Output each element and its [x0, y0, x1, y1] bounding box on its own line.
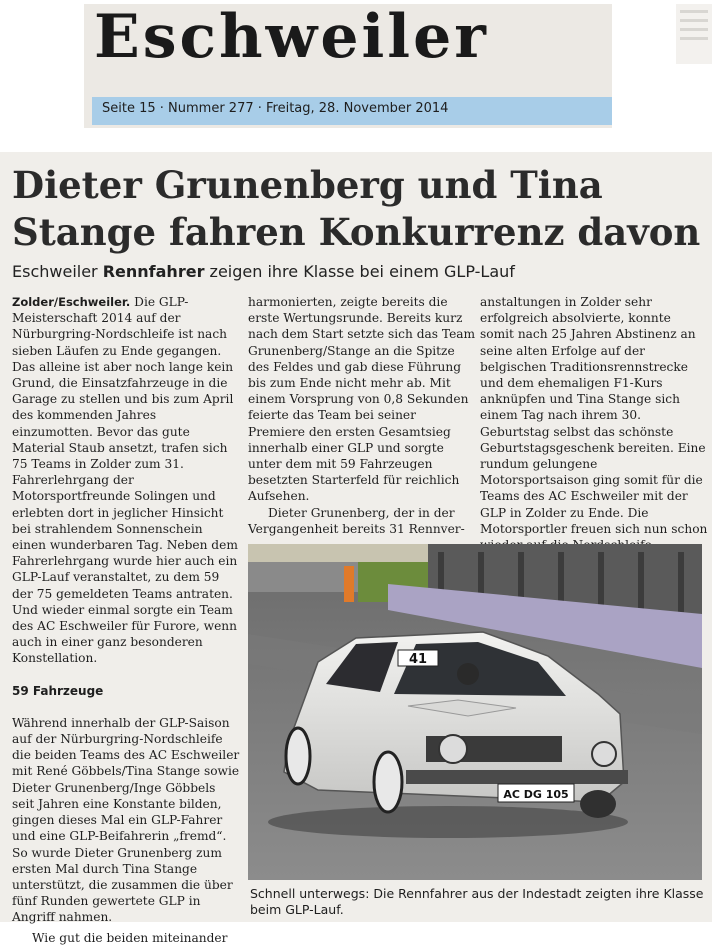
column-2 — [248, 294, 476, 537]
column-3 — [480, 294, 708, 553]
issue-line: Seite 15 · Nummer 277 · Freitag, 28. November 2014 — [102, 101, 449, 116]
paragraph: Dieter Grunenberg, der in der Vergangenheit bereits 31 Rennver- — [248, 505, 465, 536]
paragraph: harmonierten, zeigte bereits die erste Wertungsrunde. Bereits kurz nach dem Start setzte sich das Team Grunenberg/Stange an die Spitze des Feldes und gab diese Führung bis zum Ende nicht mehr ab. Mit einem Vorsprung von 0,8 Sekunden feierte das Team bei seiner Premiere den ersten Gesamtsieg innerhalb einer GLP und sorgte unter dem mit 59 Fahrzeugen besetzten Starterfeld für reichlich Aufsehen. — [248, 295, 476, 504]
column-1 — [12, 294, 240, 946]
masthead — [84, 4, 612, 128]
race-car-illustration — [248, 544, 702, 880]
car-number: 41 — [408, 652, 428, 667]
subhead-bold: Rennfahrer — [102, 262, 205, 281]
issue-bar — [92, 97, 612, 125]
paragraph: Während innerhalb der GLP-Saison auf der Nürburgring-Nordschleife die beiden Teams des AC Eschweiler mit René Göbbels/Tina Stange sowie Dieter Grunenberg/Inge Göbbels seit Jahren eine Konstante bilden, gingen dieses Mal ein GLP-Fahrer und eine GLP-Beifahrerin „fremd“. So wurde Dieter Grunenberg zum ersten Mal durch Tina Stange unterstützt, die zusammen die über fünf Runden gewertete GLP in Angriff nahmen. — [12, 715, 240, 925]
subhead — [12, 262, 704, 281]
body-text: Die GLP-Meisterschaft 2014 auf der Nürburgring-Nordschleife ist nach sieben Läufen zu Ende gegangen. Das alleine ist aber noch lange kein Grund, die Einsatzfahrzeuge in die Garage zu stellen und bis zum April des kommenden Jahres einzumotten. Bevor das gute Material Staub ansetzt, trafen sich 75 Teams in Zolder zum 31. Fahrerlehrgang der Motorsportfreunde Solingen und erlebten dort in jeglicher Hinsicht bei strahlendem Sonnenschein einen wunderbaren Tag. Neben dem Fahrerlehrgang wurde hier auch ein GLP-Lauf veranstaltet, zu dem 59 der 75 gemeldeten Teams antraten. Und wieder einmal sorgte ein Team des AC Eschweiler für Furore, wenn auch in einer ganz besonderen Konstellation. — [12, 295, 238, 666]
paragraph: anstaltungen in Zolder sehr erfolgreich absolvierte, konnte somit nach 25 Jahren Abstinenz an seine alten Erfolge auf der belgischen Traditionsrennstrecke und dem ehemaligen F1-Kurs anknüpfen und Tina Stange sich einem Tag nach ihrem 30. Geburtstag selbst das schönste Geburtstagsgeschenk bereiten. Eine rundum gelungene Motorsportsaison ging somit für die Teams des AC Eschweiler mit der GLP in Zolder zu Ende. Die Motorsportler freuen sich nun schon — [480, 295, 708, 536]
adjacent-column-remnant — [676, 4, 712, 64]
headline: Dieter Grunenberg und Tina Stange fahren Konkurrenz davon — [12, 163, 701, 254]
paragraph — [12, 294, 240, 667]
column-subheading: 59 Fahrzeuge — [12, 683, 104, 698]
photo-caption: Schnell unterwegs: Die Rennfahrer aus der Indestadt zeigten ihre Klasse beim GLP-Lauf. — [250, 886, 704, 917]
article — [0, 152, 712, 945]
license-plate: AC DG 105 — [503, 788, 569, 801]
masthead-title: Eschweiler — [94, 2, 489, 72]
paragraph: Wie gut die beiden miteinander — [32, 930, 228, 945]
subhead-suffix: zeigen ihre Klasse bei einem GLP-Lauf — [204, 262, 515, 281]
subhead-prefix: Eschweiler — [12, 262, 103, 281]
dateline: Zolder/Eschweiler. — [12, 295, 131, 309]
race-car-photo — [248, 544, 702, 880]
